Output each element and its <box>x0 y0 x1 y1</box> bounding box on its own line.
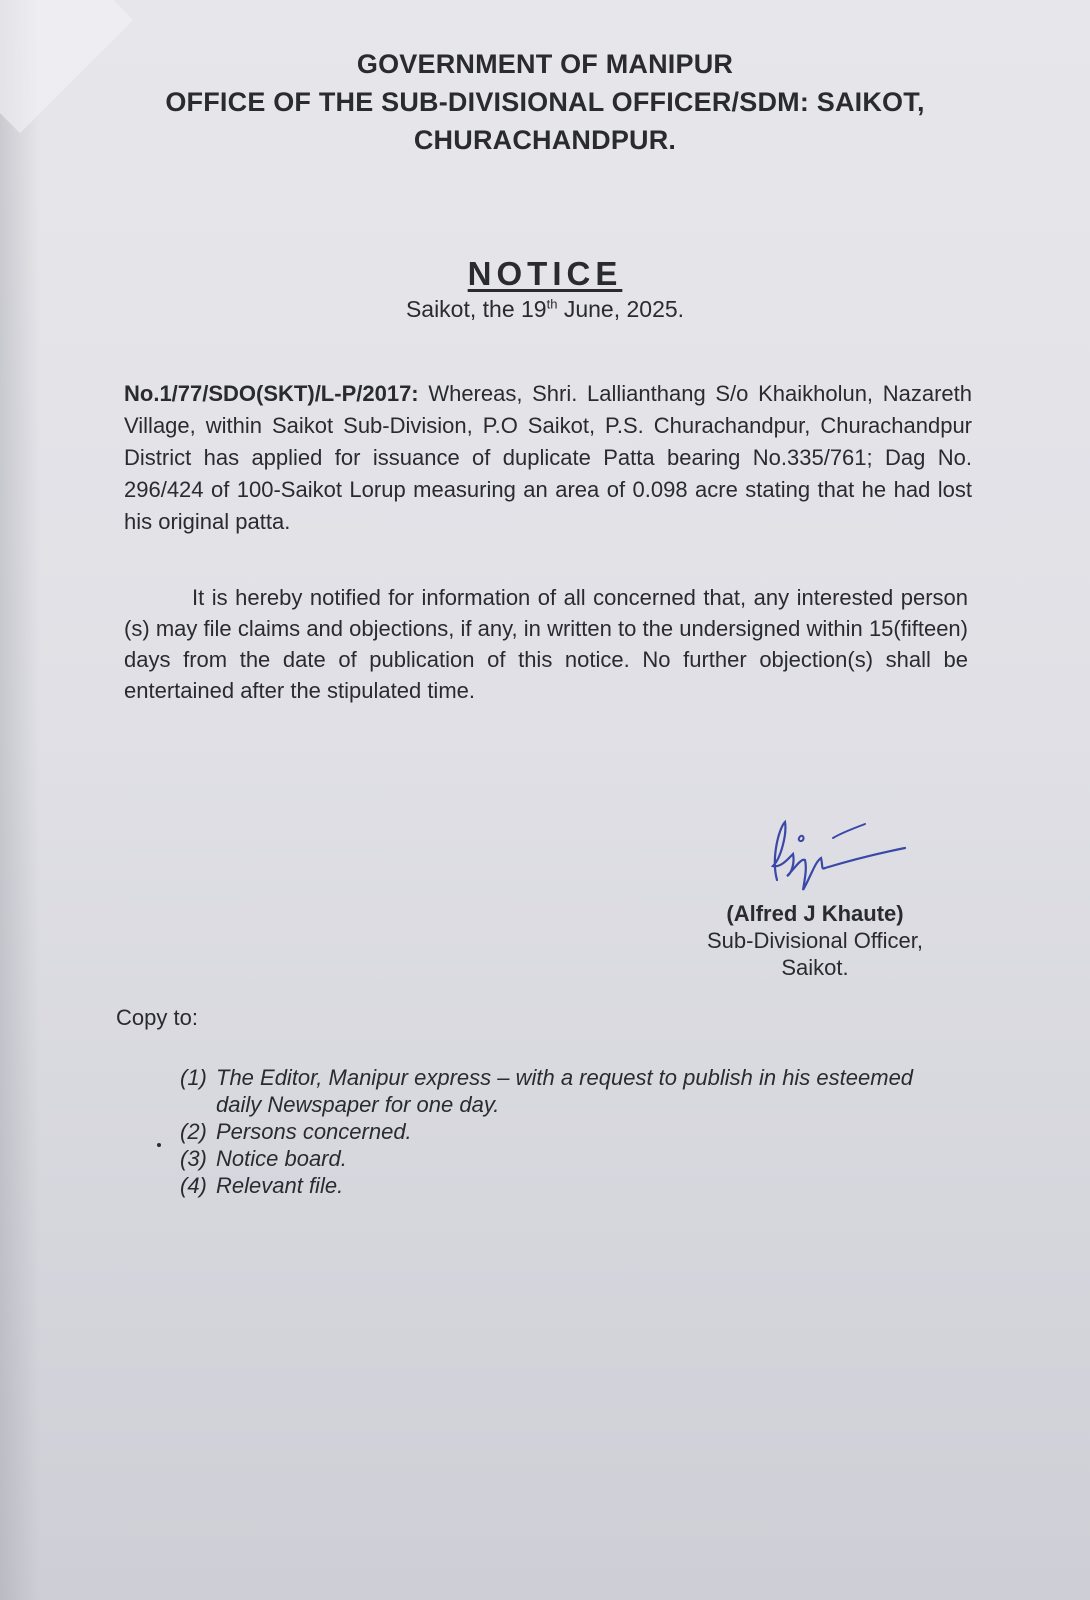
notice-date <box>0 296 1090 323</box>
signatory-place: Saikot. <box>781 955 849 980</box>
list-item-text: Persons concerned. <box>216 1119 412 1144</box>
list-item <box>180 1118 960 1145</box>
handwritten-signature <box>765 818 915 898</box>
date-suffix: June, 2025. <box>557 296 685 322</box>
page-shadow <box>0 0 40 1600</box>
list-item-number: (3) <box>180 1146 207 1171</box>
date-superscript: th <box>546 296 558 312</box>
signatory-designation: Sub-Divisional Officer, <box>706 928 923 953</box>
list-item <box>180 1064 960 1118</box>
letterhead <box>0 45 1090 159</box>
letterhead-line-government: GOVERNMENT OF MANIPUR <box>356 49 734 79</box>
list-item <box>180 1145 960 1172</box>
list-item-number: (4) <box>180 1173 207 1198</box>
copy-to-list <box>180 1064 960 1199</box>
reference-number: No.1/77/SDO(SKT)/L-P/2017: <box>124 381 419 406</box>
notice-title: NOTICE <box>467 255 623 292</box>
list-item-text: The Editor, Manipur express – with a request to publish in his esteemed daily Newspaper for one day. <box>216 1065 914 1117</box>
notice-paragraph-2: It is hereby notified for information of all concerned that, any interested person (s) may file claims and objections, if any, in written to the undersigned within 15(fifteen) days from the date of publication of this notice. No further objection(s) shall be entertained after the stipulated time. <box>124 585 968 703</box>
stray-dot-mark <box>157 1143 161 1147</box>
list-item-text: Relevant file. <box>216 1173 344 1198</box>
date-prefix: Saikot, the 19 <box>405 296 547 322</box>
list-item-number: (2) <box>180 1119 207 1144</box>
list-item-text: Notice board. <box>216 1146 347 1171</box>
signatory-block <box>680 900 950 981</box>
paragraph-1-text: Whereas, Shri. Lallianthang S/o Khaikholun, Nazareth Village, within Saikot Sub-Division, P.O Saikot, P.S. Churachandpur, Churachandpur District has applied for issuance of duplicate Patta bearing No.335/761; Dag No. 296/424 of 100-Saikot Lorup measuring an area of 0.098 acre stating that he had lost his original patta. <box>124 381 972 534</box>
list-item <box>180 1172 960 1199</box>
letterhead-line-district: CHURACHANDPUR. <box>413 125 677 155</box>
signatory-name: (Alfred J Khaute) <box>726 901 904 926</box>
letterhead-line-office: OFFICE OF THE SUB-DIVISIONAL OFFICER/SDM: SAIKOT, <box>165 87 925 117</box>
notice-paragraph-1 <box>124 378 972 538</box>
copy-to-label: Copy to: <box>116 1005 198 1030</box>
list-item-number: (1) <box>180 1065 207 1090</box>
